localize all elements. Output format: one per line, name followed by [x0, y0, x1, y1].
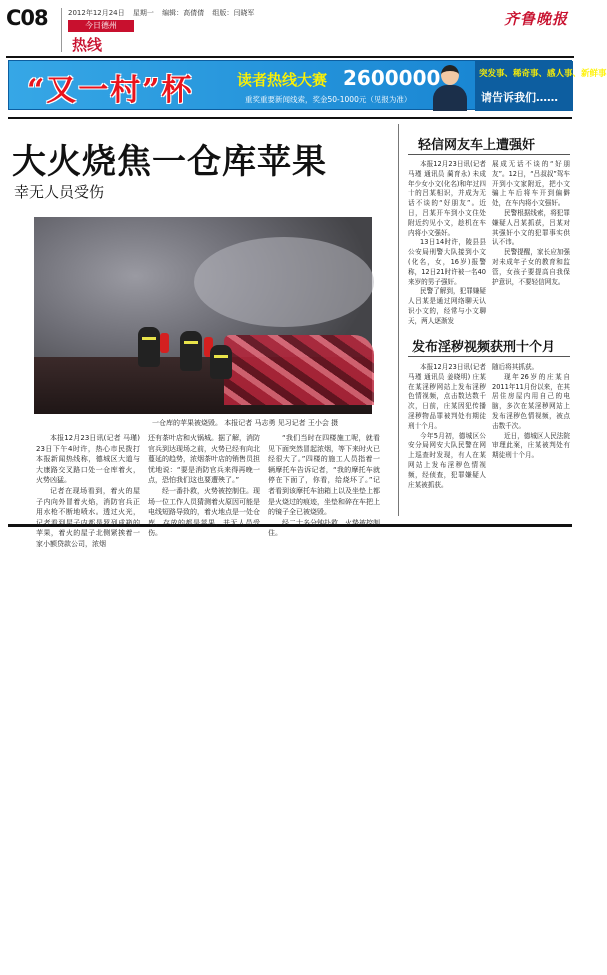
paper-logo: 齐鲁晚报: [503, 10, 568, 28]
paragraph: 经一番扑救，火势被控制住。现场一位工作人员猜测着火原因可能是电线短路导致的，着火地点是一处仓库，存放的都是苹果，并无人员受伤。: [148, 486, 260, 538]
paragraph: 随后将其抓获。: [492, 363, 539, 371]
side-story-2-column-b: [492, 363, 570, 461]
paragraph: 记者在现场看到，着火的屋子内向外冒着火焰，消防官兵正用水枪不断地喷水。透过火光，记者看到屋子内都是罗列成箱的苹果，着火的屋子北侧紧挨着一家小额贷款公司，浓烟: [36, 486, 140, 548]
layout-credit: 组版：闫晓军: [212, 9, 255, 17]
issue-weekday: 星期一: [132, 9, 154, 17]
operator-figure-icon: [429, 63, 473, 109]
paragraph: 民警提醒，家长应加强对未成年子女的教育和监管，女孩子要提高自我保护意识，不要轻信网友。: [492, 248, 570, 286]
paragraph: 民警了解到，犯罪嫌疑人吕某是通过网络聊天认识小文的，经常与小文聊天，两人逐渐发: [408, 287, 486, 325]
side-story-2-headline: 发布淫秽视频获刑十个月: [412, 340, 556, 355]
masthead: [6, 4, 574, 58]
paragraph: 今年5月初，德城区公安分局网安大队民警在网上巡查时发现，有人在某网站上发布淫秽色情视频，经侦查，犯罪嫌疑人庄某被抓获。: [408, 431, 486, 489]
paragraph: 近日，德城区人民法院审理此案，庄某被判处有期徒刑十个月。: [492, 431, 570, 460]
masthead-divider: [61, 8, 62, 52]
paragraph: 经二十多分钟扑救，火势被控制住。: [268, 518, 380, 538]
banner-callout-topics: 突发事、稀奇事、感人事、新鲜事: [479, 69, 607, 79]
paragraph: 13日14时许，陵县县公安局刑警大队接到小文(化名，女，16岁)报警称，12日21时许被一名40来岁的男子强奸。: [408, 238, 486, 286]
paragraph: “我们当时在四楼施工呢，就看见下面突然冒起浓烟，等下来时火已经很大了。”四楼的施工人员指着一辆摩托车告诉记者，“我的摩托车就停在下面了，你看，给烧坏了。”记者看到该摩托车油箱上以及坐垫上都是火烧过的痕迹，坐垫和碎在车把上的镜子全已被烧毁。: [268, 434, 380, 517]
issue-date: 2012年12月24日: [68, 9, 125, 17]
banner-callout-tell-us: 请告诉我们……: [481, 91, 558, 104]
hotline-banner-ad: [8, 60, 607, 110]
banner-cup-name: “又一村”杯: [27, 73, 194, 108]
main-headline: 大火烧焦一仓库苹果: [12, 142, 327, 182]
banner-hotline-number: 2600000: [343, 66, 441, 90]
paragraph: 展成无话不谈的“好朋友”。12日，“吕叔叔”驾车开到小文家附近，把小文骗上车后将车开到偏僻处，在车内将小文强奸。: [492, 160, 570, 208]
paragraph: 现年26岁的庄某自2011年11月份以来，在其居住房屋内用自己的电脑，多次在某淫秽网站上发布淫秽色情视频，被点击数千次。: [492, 372, 570, 430]
paragraph: 还有茶叶店和火锅城。据了解，消防官兵到达现场之前，火势已经有向北蔓延的趋势，浓烟茶叶店的销售员担忧地说：“要是消防官兵来得再晚一点，恐怕我们这也要遭殃了。”: [148, 434, 260, 485]
paragraph: 本报12月23日讯(记者 马瑾 通讯员 蔺育永) 未成年少女小文(化名)和年过四十的吕某相识，并成为无话不谈的“好朋友”。近日，吕某开车到小文住处附近约见小文，趁机在车内将小文强奸。: [408, 160, 486, 237]
main-story-column-3: [268, 433, 380, 539]
side-story-1-rule: [408, 154, 570, 155]
banner-title: 读者热线大赛: [237, 71, 328, 89]
section-tag: 今日德州: [68, 20, 134, 32]
fire-photo: [34, 217, 372, 414]
paragraph: 民警根据线索，将犯罪嫌疑人吕某抓获，吕某对其强奸小文的犯罪事实供认不讳。: [492, 208, 570, 247]
main-story-column-1: [36, 433, 140, 550]
masthead-rule: [6, 56, 574, 58]
paragraph: 本报12月23日讯(记者 马瑾) 23日下午4时许，热心市民拨打本报新闻热线称，德城区大道与大康路交叉路口处一仓库着火，火势凶猛。: [36, 434, 140, 485]
banner-callout: [475, 61, 607, 111]
side-story-2-rule: [408, 356, 570, 357]
banner-subtext: 重奖重要新闻线索，奖金50-1000元（见报为准）: [245, 95, 412, 104]
section-name: 热线: [72, 36, 103, 54]
masthead-meta: [68, 8, 260, 18]
main-story-column-2: [148, 433, 260, 539]
column-divider: [398, 124, 399, 516]
editor-credit: 编辑：高倩倩: [162, 9, 205, 17]
paragraph: 本报12月23日讯(记者 马瑾 通讯员 姜晓明) 庄某在某淫秽网站上发布淫秽色情视频，点击数达数千次，日前，庄某因犯传播淫秽物品罪被判处有期徒刑十个月。: [408, 363, 486, 430]
page-number: C08: [6, 6, 48, 30]
side-story-1-column-b: [492, 160, 570, 287]
side-story-2-column-a: [408, 363, 486, 490]
photo-caption: 一仓库的苹果被烧毁。 本报记者 马志勇 见习记者 王小会 摄: [152, 419, 339, 427]
side-story-1-headline: 轻信网友车上遭强奸: [418, 138, 536, 153]
side-story-1-column-a: [408, 160, 486, 327]
main-subheadline: 幸无人员受伤: [14, 183, 105, 201]
